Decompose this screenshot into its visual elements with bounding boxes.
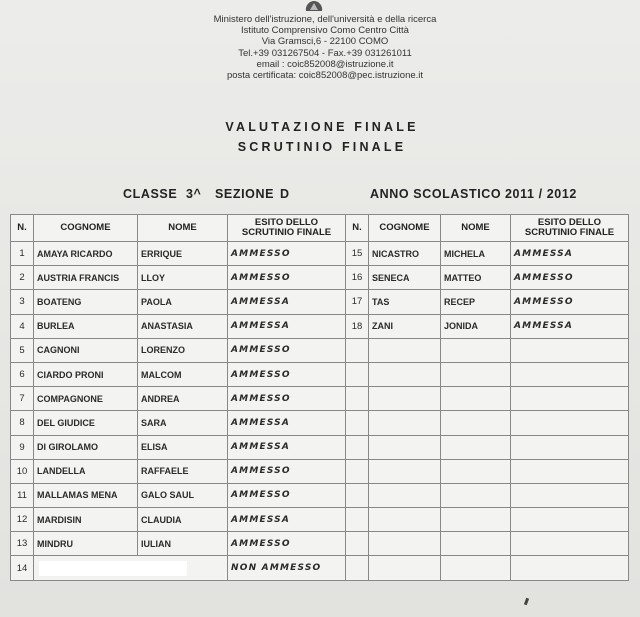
empty-cell [346, 459, 369, 483]
empty-cell [346, 483, 369, 507]
table-row [11, 532, 629, 556]
empty-cell [441, 387, 511, 411]
row-number: 17 [346, 290, 369, 314]
empty-cell [369, 556, 441, 580]
empty-cell [441, 435, 511, 459]
header-phone: Tel.+39 031267504 - Fax.+39 031261011 [238, 47, 412, 59]
first-name-cell: RAFFAELE [138, 459, 228, 483]
row-number: 1 [11, 242, 34, 266]
result-cell: AMMESSO [228, 459, 346, 483]
header-pec: posta certificata: coic852008@pec.istruzione.it [226, 70, 424, 82]
empty-cell [511, 435, 629, 459]
empty-cell [511, 411, 629, 435]
result-cell: AMMESSA [511, 314, 629, 338]
empty-cell [369, 387, 441, 411]
surname-cell: DI GIROLAMO [34, 435, 138, 459]
empty-cell [369, 483, 441, 507]
surname-cell: LANDELLA [34, 459, 138, 483]
header-email: email : coic852008@istruzione.it [256, 58, 394, 70]
row-number: 15 [346, 242, 369, 266]
surname-cell: TAS [369, 290, 441, 314]
class-label: CLASSE [123, 187, 178, 201]
first-name-cell: JONIDA [441, 314, 511, 338]
empty-cell [346, 508, 369, 532]
empty-cell [346, 362, 369, 386]
surname-cell: MARDISIN [34, 508, 138, 532]
table-row [11, 387, 629, 411]
surname-cell: DEL GIUDICE [34, 411, 138, 435]
row-number: 2 [11, 266, 34, 290]
section-label: SEZIONE [215, 187, 275, 201]
header-institute: Istituto Comprensivo Como Centro Città [241, 25, 409, 37]
result-cell: AMMESSO [228, 362, 346, 386]
class-value: 3^ [186, 187, 202, 201]
header-ministry: Ministero dell'istruzione, dell'università e della ricerca [213, 14, 437, 25]
result-cell: AMMESSO [228, 338, 346, 362]
first-name-cell: LORENZO [138, 338, 228, 362]
row-number: 3 [11, 290, 34, 314]
redacted-name [34, 556, 228, 580]
result-cell: AMMESSO [511, 266, 629, 290]
school-year-label: ANNO SCOLASTICO [370, 187, 502, 201]
header-esito-right: ESITO DELLO SCRUTINIO FINALE [511, 215, 629, 242]
first-name-cell: ANASTASIA [138, 314, 228, 338]
first-name-cell: CLAUDIA [138, 508, 228, 532]
surname-cell: AMAYA RICARDO [34, 242, 138, 266]
empty-cell [511, 362, 629, 386]
row-number: 11 [11, 483, 34, 507]
result-cell: AMMESSA [511, 242, 629, 266]
empty-cell [441, 532, 511, 556]
empty-cell [441, 362, 511, 386]
header-cognome: COGNOME [34, 215, 138, 242]
surname-cell: CIARDO PRONI [34, 362, 138, 386]
table-row [11, 314, 629, 338]
empty-cell [346, 556, 369, 580]
empty-cell [369, 508, 441, 532]
result-cell: AMMESSO [228, 483, 346, 507]
empty-cell [346, 532, 369, 556]
result-cell: AMMESSA [228, 411, 346, 435]
pen-mark [524, 598, 529, 606]
first-name-cell: PAOLA [138, 290, 228, 314]
header-esito: ESITO DELLO SCRUTINIO FINALE [228, 215, 346, 242]
table-row [11, 483, 629, 507]
header-nome-right: NOME [441, 215, 511, 242]
table-row [11, 266, 629, 290]
table-row [11, 435, 629, 459]
results-table [10, 214, 629, 581]
row-number: 16 [346, 266, 369, 290]
header-n-right: N. [346, 215, 369, 242]
redaction-box [39, 561, 187, 576]
surname-cell: BOATENG [34, 290, 138, 314]
row-number: 9 [11, 435, 34, 459]
row-number: 12 [11, 508, 34, 532]
document-subtitle: SCRUTINIO FINALE [237, 140, 407, 154]
empty-cell [369, 362, 441, 386]
first-name-cell: MALCOM [138, 362, 228, 386]
first-name-cell: MATTEO [441, 266, 511, 290]
republic-emblem-icon [303, 0, 325, 12]
first-name-cell: SARA [138, 411, 228, 435]
table-row [11, 411, 629, 435]
empty-cell [346, 435, 369, 459]
empty-cell [346, 411, 369, 435]
header-cognome-right: COGNOME [369, 215, 441, 242]
table-row [11, 556, 629, 580]
result-cell: AMMESSA [228, 508, 346, 532]
empty-cell [511, 387, 629, 411]
header-address: Via Gramsci,6 - 22100 COMO [261, 36, 389, 48]
empty-cell [441, 459, 511, 483]
header-nome: NOME [138, 215, 228, 242]
empty-cell [369, 338, 441, 362]
result-cell: AMMESSA [228, 435, 346, 459]
first-name-cell: RECEP [441, 290, 511, 314]
row-number: 18 [346, 314, 369, 338]
result-cell: AMMESSA [228, 290, 346, 314]
row-number: 5 [11, 338, 34, 362]
empty-cell [511, 483, 629, 507]
empty-cell [369, 435, 441, 459]
first-name-cell: MICHELA [441, 242, 511, 266]
surname-cell: AUSTRIA FRANCIS [34, 266, 138, 290]
row-number: 10 [11, 459, 34, 483]
result-cell: AMMESSO [228, 266, 346, 290]
empty-cell [369, 459, 441, 483]
empty-cell [441, 411, 511, 435]
row-number: 6 [11, 362, 34, 386]
table-row [11, 242, 629, 266]
table-header-row [11, 215, 629, 242]
table-row [11, 459, 629, 483]
surname-cell: MALLAMAS MENA [34, 483, 138, 507]
empty-cell [511, 532, 629, 556]
surname-cell: NICASTRO [369, 242, 441, 266]
empty-cell [511, 508, 629, 532]
section-value: D [280, 187, 290, 201]
empty-cell [441, 508, 511, 532]
first-name-cell: IULIAN [138, 532, 228, 556]
row-number: 4 [11, 314, 34, 338]
empty-cell [441, 556, 511, 580]
empty-cell [511, 338, 629, 362]
empty-cell [369, 532, 441, 556]
result-cell: AMMESSA [228, 314, 346, 338]
empty-cell [369, 411, 441, 435]
row-number: 13 [11, 532, 34, 556]
row-number: 8 [11, 411, 34, 435]
header-n: N. [11, 215, 34, 242]
empty-cell [346, 387, 369, 411]
table-row [11, 508, 629, 532]
row-number: 7 [11, 387, 34, 411]
surname-cell: CAGNONI [34, 338, 138, 362]
first-name-cell: GALO SAUL [138, 483, 228, 507]
row-number: 14 [11, 556, 34, 580]
surname-cell: SENECA [369, 266, 441, 290]
surname-cell: ZANI [369, 314, 441, 338]
document-title: VALUTAZIONE FINALE [225, 120, 419, 134]
first-name-cell: LLOY [138, 266, 228, 290]
first-name-cell: ERRIQUE [138, 242, 228, 266]
empty-cell [441, 338, 511, 362]
table-row [11, 362, 629, 386]
school-year-value: 2011 / 2012 [505, 187, 577, 201]
result-cell: NON AMMESSO [228, 556, 346, 580]
surname-cell: MINDRU [34, 532, 138, 556]
table-row [11, 290, 629, 314]
first-name-cell: ANDREA [138, 387, 228, 411]
empty-cell [441, 483, 511, 507]
result-cell: AMMESSO [228, 242, 346, 266]
result-cell: AMMESSO [228, 532, 346, 556]
surname-cell: BURLEA [34, 314, 138, 338]
first-name-cell: ELISA [138, 435, 228, 459]
table-body [11, 242, 629, 581]
school-header [200, 14, 450, 81]
empty-cell [511, 459, 629, 483]
result-cell: AMMESSO [228, 387, 346, 411]
surname-cell: COMPAGNONE [34, 387, 138, 411]
table-row [11, 338, 629, 362]
empty-cell [346, 338, 369, 362]
empty-cell [511, 556, 629, 580]
result-cell: AMMESSO [511, 290, 629, 314]
